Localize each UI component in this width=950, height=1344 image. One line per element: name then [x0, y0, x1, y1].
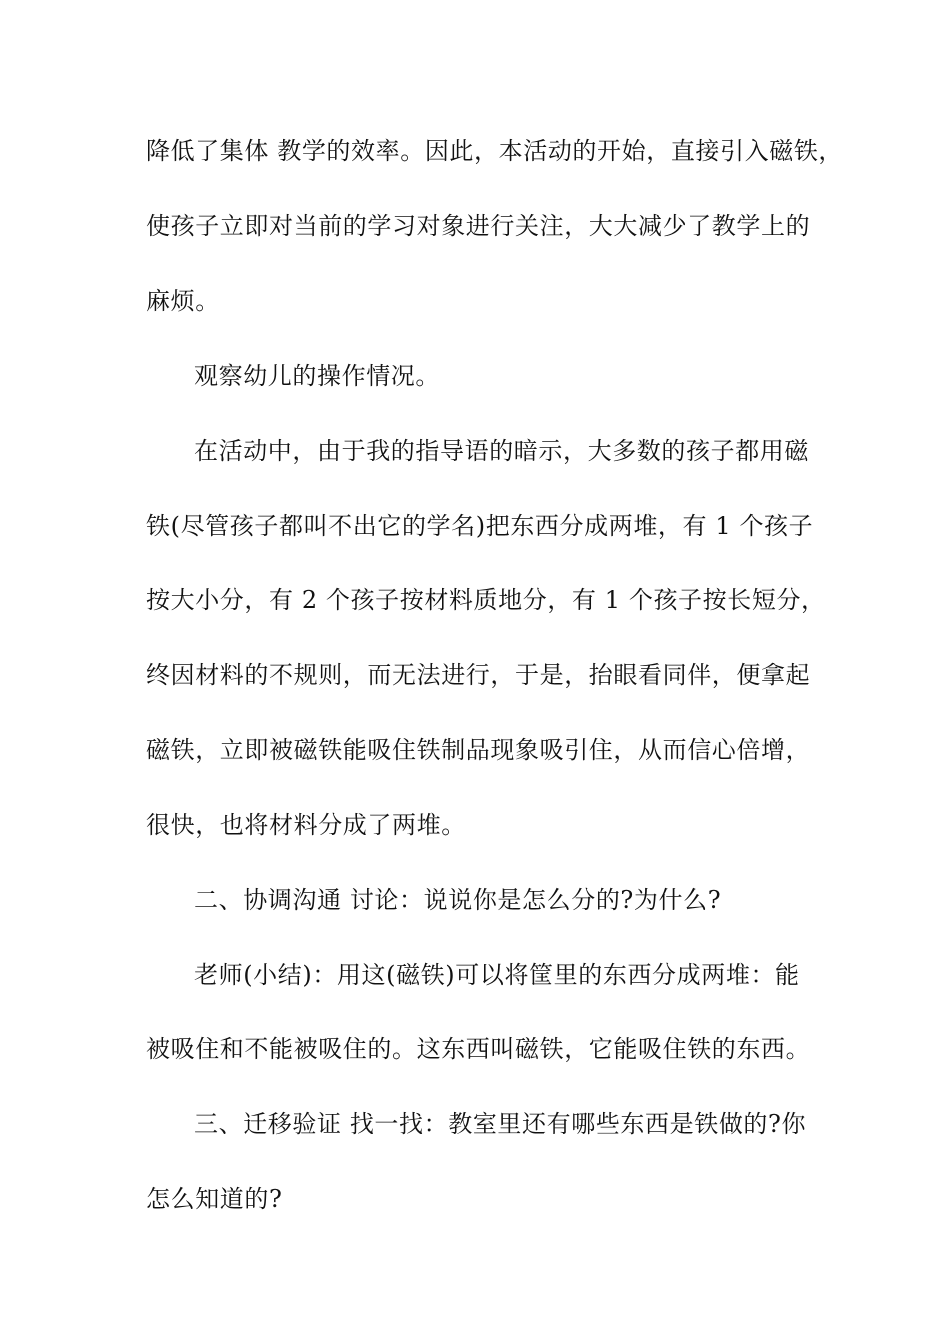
paragraph-line: 老师(小结)：用这(磁铁)可以将筐里的东西分成两堆：能 — [194, 961, 800, 989]
paragraph-line: 麻烦。 — [146, 287, 220, 315]
paragraph-line: 被吸住和不能被吸住的。这东西叫磁铁，它能吸住铁的东西。 — [146, 1035, 811, 1063]
paragraph-line: 很快，也将材料分成了两堆。 — [146, 811, 466, 839]
paragraph-line: 铁(尽管孩子都叫不出它的学名)把东西分成两堆，有 1 个孩子 — [146, 512, 814, 540]
paragraph-line: 在活动中，由于我的指导语的暗示，大多数的孩子都用磁 — [194, 437, 809, 465]
paragraph-line: 终因材料的不规则，而无法进行，于是，抬眼看同伴，便拿起 — [146, 661, 811, 689]
section-heading-line: 二、协调沟通 讨论：说说你是怎么分的?为什么? — [194, 886, 722, 914]
paragraph-line: 按大小分，有 2 个孩子按材料质地分，有 1 个孩子按长短分， — [146, 586, 826, 614]
paragraph-line: 观察幼儿的操作情况。 — [194, 362, 440, 390]
paragraph-line: 使孩子立即对当前的学习对象进行关注，大大减少了教学上的 — [146, 212, 811, 240]
paragraph-line: 降低了集体 教学的效率。因此，本活动的开始，直接引入磁铁， — [146, 137, 844, 165]
section-heading-line: 三、迁移验证 找一找：教室里还有哪些东西是铁做的?你 — [194, 1110, 807, 1138]
paragraph-line: 磁铁，立即被磁铁能吸住铁制品现象吸引住，从而信心倍增， — [146, 736, 811, 764]
paragraph-line: 怎么知道的? — [146, 1185, 283, 1213]
